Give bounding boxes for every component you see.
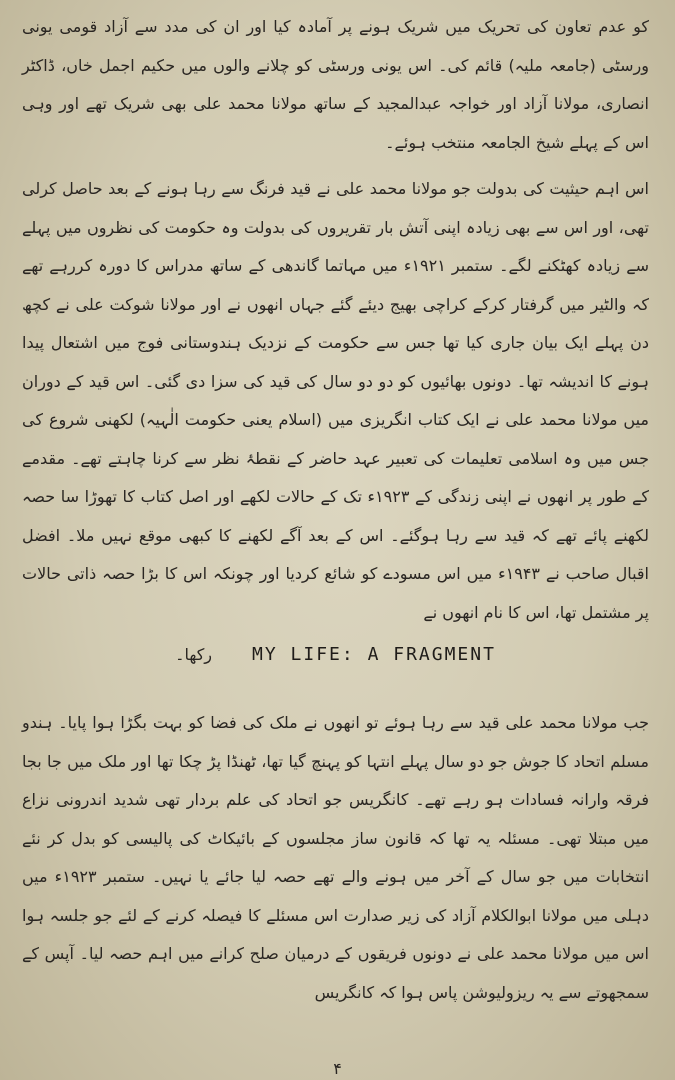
- book-title-line: [22, 634, 649, 674]
- paragraph-2: اس اہم حیثیت کی بدولت جو مولانا محمد علی نے قید فرنگ سے رہا ہونے کے بعد حاصل کرلی تھی، اور اس سے بھی زیادہ اپنی آتش بار تقریروں کی بدولت وہ حکومت کی نظروں میں پہلے سے زیادہ کھٹکنے لگے۔ ستمبر ۱۹۲۱ء میں مہاتما گاندھی کے ساتھ مدراس کا دورہ کررہے تھے کہ والٹیر میں گرفتار کرکے کراچی بھیج دیئے گئے جہاں انھوں نے اور مولانا شوکت علی نے کچھ دن پہلے ایک بیان جاری کیا تھا جس سے حکومت کے نزدیک ہندوستانی فوج میں اشتعال پیدا ہونے کا اندیشہ تھا۔ دونوں بھائیوں کو دو دو سال کی قید کی سزا دی گئی۔ اس قید کے دوران میں مولانا محمد علی نے ایک کتاب انگریزی میں (اسلام یعنی حکومت الٰہیہ) لکھنی شروع کی جس میں وہ اسلامی تعلیمات کی تعبیر عہد حاضر کے نقطۂ نظر سے کرنا چاہتے تھے۔ مقدمے کے طور پر انھوں نے اپنی زندگی کے ۱۹۲۳ء تک کے حالات لکھے اور اصل کتاب کا تھوڑا سا حصہ لکھنے پائے تھے کہ قید سے رہا ہوگئے۔ اس کے بعد آگے لکھنے کا کبھی موقع نہیں ملا۔ افضل اقبال صاحب نے ۱۹۴۳ء میں اس مسودے کو شائع کردیا اور چونکہ اس کا بڑا حصہ ذاتی حالات پر مشتمل تھا، اس کا نام انھوں نے: [22, 179, 649, 622]
- page-number: ۴: [333, 1059, 342, 1078]
- paragraph-3: جب مولانا محمد علی قید سے رہا ہوئے تو انھوں نے ملک کی فضا کو بہت بگڑا ہوا پایا۔ ہندو مسلم اتحاد کا جوش جو دو سال پہلے انتہا کو پہنچ گیا تھا، ٹھنڈا پڑ چکا تھا اور ملک میں جا بجا فرقہ وارانہ فسادات ہو رہے تھے۔ کانگریس جو اتحاد کی علم بردار تھی شدید اندرونی نزاع میں مبتلا تھی۔ مسئلہ یہ تھا کہ قانون ساز مجلسوں کے بائیکاٹ کی پالیسی کو بدل کر نئے انتخابات میں جو سال کے آخر میں ہونے والے تھے حصہ لیا جائے یا نہیں۔ ستمبر ۱۹۲۳ء میں دہلی میں مولانا ابوالکلام آزاد کی زیر صدارت اس مسئلے کا فیصلہ کرنے کے لئے جو جلسہ ہوا اس میں مولانا محمد علی نے دونوں فریقوں کے درمیان صلح کرانے میں اہم حصہ لیا۔ آپس کے سمجھوتے سے یہ ریزولیوشن پاس ہوا کہ کانگریس: [22, 713, 650, 1002]
- title-line-urdu-tail: رکھا۔: [175, 644, 213, 664]
- english-book-title: MY LIFE: A FRAGMENT: [252, 643, 496, 665]
- paragraph-1: کو عدم تعاون کی تحریک میں شریک ہونے پر آمادہ کیا اور ان کی مدد سے آزاد قومی یونی ورسٹی (جامعہ ملیہ) قائم کی۔ اس یونی ورسٹی کو چلانے والوں میں حکیم اجمل خاں، ڈاکٹر انصاری، مولانا آزاد اور خواجہ عبدالمجید کے ساتھ مولانا محمد علی بھی شریک تھے اور وہی اس کے پہلے شیخ الجامعہ منتخب ہوئے۔: [22, 17, 649, 152]
